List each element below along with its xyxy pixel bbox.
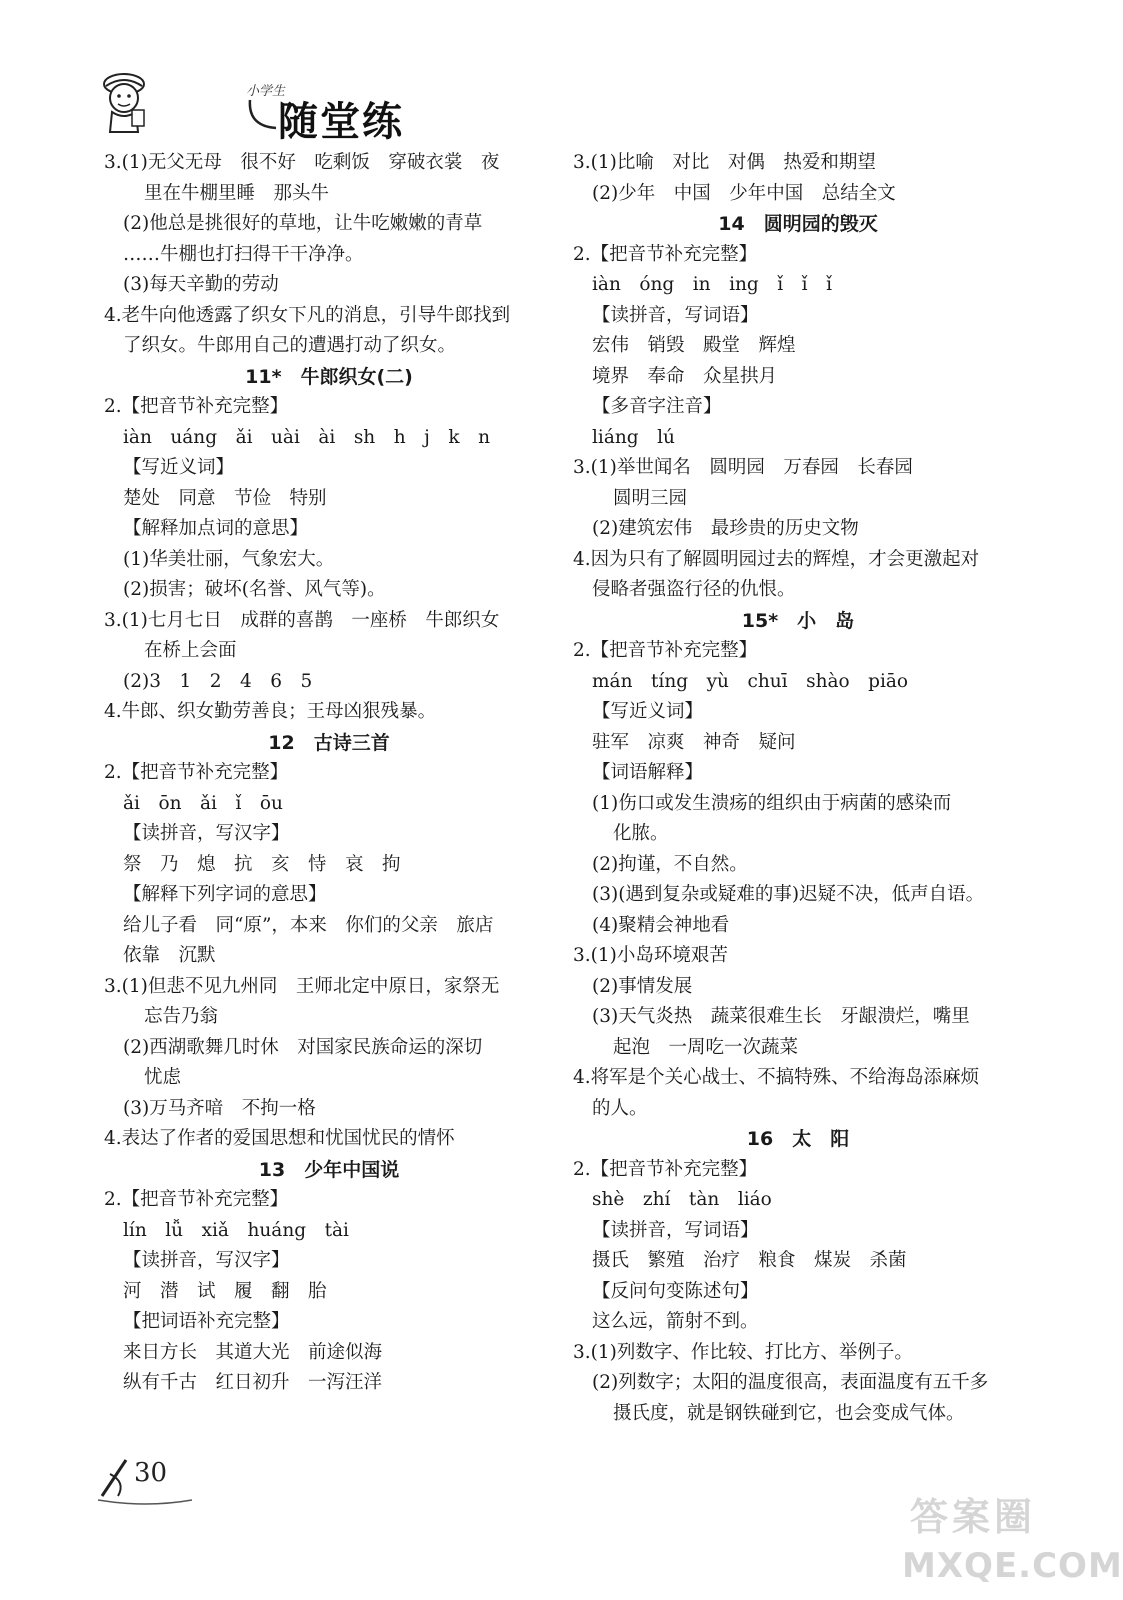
student-mascot-icon [98,70,150,136]
answer-line: 3.(1)七月七日 成群的喜鹊 一座桥 牛郎织女 [104,609,500,631]
answer-line: 【解释下列字词的意思】 [123,884,327,905]
answer-line: (2)西湖歌舞几时休 对国家民族命运的深切 [123,1036,483,1058]
answer-line: 河 潜 试 履 翻 胎 [123,1280,327,1302]
answer-line: 4.老牛向他透露了织女下凡的消息，引导牛郎找到 [104,304,511,326]
answer-line: 3.(1)举世闻名 圆明园 万春园 长春园 [573,457,913,478]
answer-line: 3.(1)无父无母 很不好 吃剩饭 穿破衣裳 夜 [104,152,500,173]
watermark-glyphs: 答案圈 [910,1495,1037,1539]
answer-line: 化脓。 [613,823,669,844]
brand-small-text: 小学生 [246,84,286,99]
section-title: 14 圆明园的毁灭 [718,213,878,235]
answer-line: 【把词语补充完整】 [123,1311,290,1332]
answer-line: 4.将军是个关心战士、不搞特殊、不给海岛添麻烦 [573,1067,980,1088]
answer-line: 侵略者强盗行径的仇恨。 [592,579,796,600]
answer-line: 圆明三园 [613,487,688,509]
answer-line: shè zhí tàn liáo [592,1189,772,1210]
answer-line: 3.(1)小岛环境艰苦 [573,945,728,966]
answer-line: 起泡 一周吃一次蔬菜 [613,1036,799,1058]
page-number: 30 [134,1458,168,1488]
answer-line: 摄氏度，就是钢铁碰到它，也会变成气体。 [613,1402,965,1424]
answer-line: iàn óng in ing ǐ ǐ ǐ [592,274,833,295]
answer-line: (2)建筑宏伟 最珍贵的历史文物 [592,518,859,539]
answer-line: 【词语解释】 [592,762,704,783]
answer-line: 2.【把音节补充完整】 [573,1158,758,1180]
section-title: 12 古诗三首 [268,731,390,754]
answer-line: 宏伟 销毁 殿堂 辉煌 [592,335,796,356]
answer-line: (2)事情发展 [592,975,693,997]
answer-line: (1)华美壮丽，气象宏大。 [123,548,335,570]
answer-line: 【解释加点词的意思】 [123,518,309,539]
right-answer-column [573,148,1023,1429]
answer-line: 4.表达了作者的爱国思想和忧国忧民的情怀 [104,1128,455,1149]
answer-line: 依靠 沉默 [123,945,216,966]
answer-line: 摄氏 繁殖 治疗 粮食 煤炭 杀菌 [592,1250,907,1271]
answer-line: 【读拼音，写词语】 [592,1219,759,1241]
answer-line: (3)万马齐喑 不拘一格 [123,1097,316,1119]
answer-line: 4.因为只有了解圆明园过去的辉煌，才会更激起对 [573,548,980,570]
answer-line: lín lǚ xiǎ huáng tài [123,1219,349,1241]
brand-title: 随堂练 [278,99,404,145]
answer-line: 给儿子看 同“原”，本来 你们的父亲 旅店 [123,914,494,936]
watermark [900,1486,1123,1596]
answer-line: 3.(1)列数字、作比较、打比方、举例子。 [573,1341,913,1363]
answer-line: 境界 奉命 众星拱月 [592,365,778,387]
answer-line: (2)他总是挑很好的草地，让牛吃嫩嫩的青草 [123,213,483,234]
answer-line: ǎi ōn ǎi ǐ ōu [123,792,283,814]
answer-line: 驻军 凉爽 神奇 疑问 [592,731,796,753]
section-title: 16 太 阳 [746,1128,850,1150]
answer-line: 【读拼音，写词语】 [592,304,759,326]
answer-line: 忘告乃翁 [144,1006,219,1027]
answer-line: 纵有千古 红日初升 一泻汪洋 [123,1372,383,1393]
answer-line: 的人。 [592,1097,648,1119]
answer-line: (2)少年 中国 少年中国 总结全文 [592,182,896,204]
answer-line: 楚处 同意 节俭 特别 [123,487,327,509]
answer-line: 忧虑 [144,1067,182,1088]
left-answer-column [104,148,554,1399]
answer-line: 来日方长 其道大光 前途似海 [123,1341,383,1363]
answer-line: (1)伤口或发生溃疡的组织由于病菌的感染而 [592,792,952,814]
answer-line: 3.(1)比喻 对比 对偶 热爱和期望 [573,152,876,173]
section-title: 13 少年中国说 [258,1158,400,1181]
answer-line: 【反问句变陈述句】 [592,1280,759,1302]
answer-line: 这么远，箭射不到。 [592,1311,759,1332]
answer-line: 【读拼音，写汉字】 [123,823,290,844]
answer-line: (2)列数字；太阳的温度很高，表面温度有五千多 [592,1372,989,1393]
answer-line: 【多音字注音】 [592,396,722,417]
answer-line: 【写近义词】 [592,701,704,722]
answer-line: (4)聚精会神地看 [592,914,730,936]
answer-line: (3)(遇到复杂或疑难的事)迟疑不决，低声自语。 [592,884,985,905]
section-title: 15* 小 岛 [741,609,855,632]
answer-line: 【读拼音，写汉字】 [123,1250,290,1271]
answer-line: 在桥上会面 [144,640,237,661]
watermark-site: MXQE.COM [902,1546,1123,1586]
answer-line: 2.【把音节补充完整】 [104,396,289,417]
answer-line: 2.【把音节补充完整】 [573,640,758,661]
answer-line: iàn uáng ǎi uài ài sh h j k n [123,426,491,448]
section-title: 11* 牛郎织女(二) [245,365,413,388]
answer-line: 祭 乃 熄 抗 亥 恃 哀 拘 [123,853,401,875]
answer-line: 4.牛郎、织女勤劳善良；王母凶狠残暴。 [104,701,437,722]
answer-line: (3)天气炎热 蔬菜很难生长 牙龈溃烂，嘴里 [592,1006,970,1027]
answer-line: 2.【把音节补充完整】 [104,1189,289,1210]
answer-line: (2)损害；破坏(名誉、风气等)。 [123,579,386,600]
answer-line: ……牛棚也打扫得干干净净。 [123,243,364,265]
answer-line: 了织女。牛郎用自己的遭遇打动了织女。 [123,335,457,356]
answer-line: (2)3 1 2 4 6 5 [123,670,313,692]
answer-line: liáng lú [592,426,675,448]
answer-line: mán tíng yù chuī shào piāo [592,670,909,692]
answer-line: (3)每天辛勤的劳动 [123,274,279,295]
page-header [98,68,438,148]
brand-arc-decoration [246,96,280,132]
answer-line: 3.(1)但悲不见九州同 王师北定中原日，家祭无 [104,975,500,997]
page-footer [96,1452,296,1512]
answer-line: 2.【把音节补充完整】 [104,762,289,783]
answer-line: 【写近义词】 [123,457,235,478]
answer-line: 里在牛棚里睡 那头牛 [144,182,330,204]
answer-line: (2)拘谨，不自然。 [592,853,748,875]
answer-line: 2.【把音节补充完整】 [573,243,758,265]
